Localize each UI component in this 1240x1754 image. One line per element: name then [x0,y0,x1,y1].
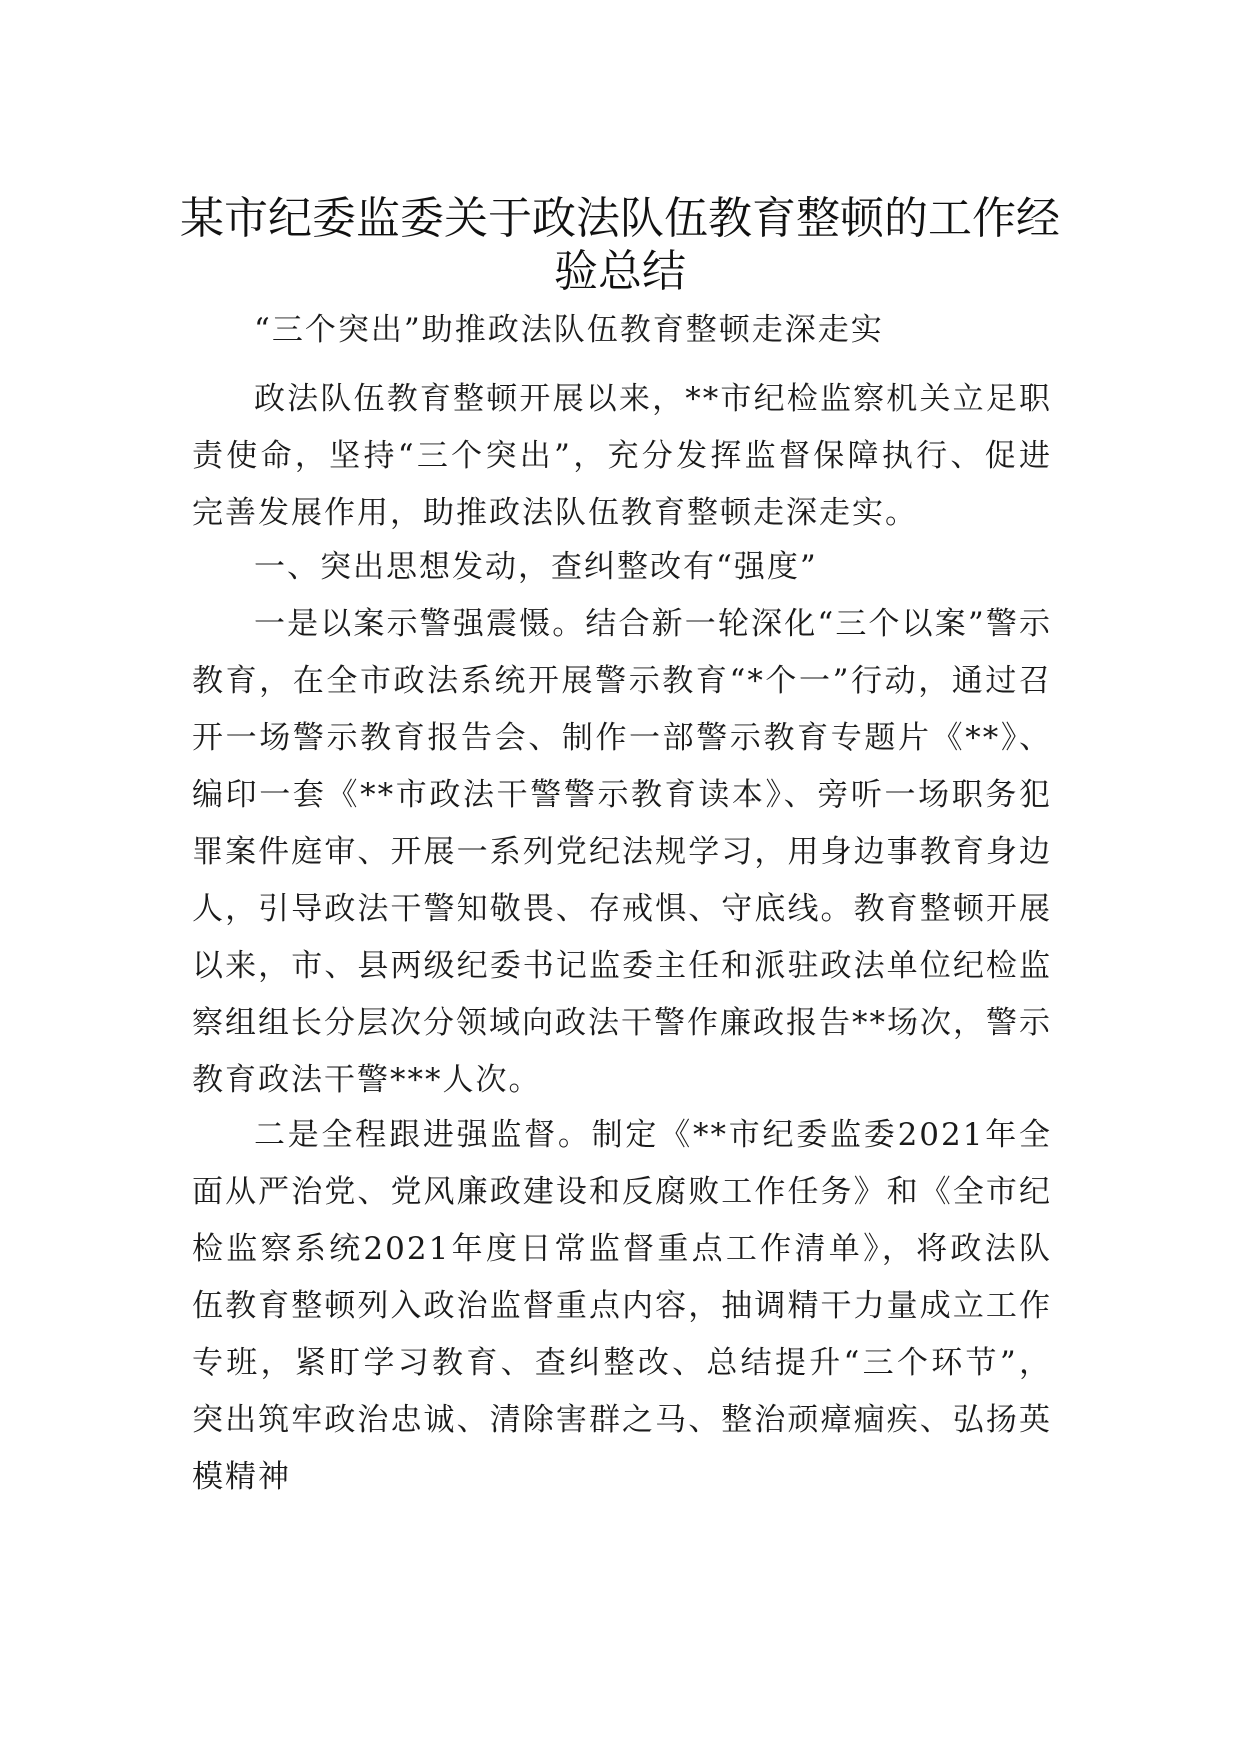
document-subtitle: “三个突出”助推政法队伍教育整顿走深走实 [254,312,884,348]
section-heading: 一、突出思想发动，查纠整改有“强度” [254,549,818,585]
body-paragraph: 一是以案示警强震慑。结合新一轮深化“三个以案”警示教育，在全市政法系统开展警示教育“*个一”行动，通过召开一场警示教育报告会、制作一部警示教育专题片《**》、编印一套《**市政法干警警示教育读本》、旁听一场职务犯罪案件庭审、开展一系列党纪法规学习，用身边事教育身边人，引导政法干警知敬畏、存戒惧、守底线。教育整顿开展以来，市、县两级纪委书记监委主任和派驻政法单位纪检监察组组长分层次分领域向政法干警作廉政报告**场次，警示教育政法干警***人次。 [192,606,1052,1098]
intro-paragraph: 政法队伍教育整顿开展以来，**市纪检监察机关立足职责使命，坚持“三个突出”，充分发挥监督保障执行、促进完善发展作用，助推政法队伍教育整顿走深走实。 [192,381,1052,531]
body-paragraph: 二是全程跟进强监督。制定《**市纪委监委2021年全面从严治党、党风廉政建设和反腐败工作任务》和《全市纪检监察系统2021年度日常监督重点工作清单》，将政法队伍教育整顿列入政治监督重点内容，抽调精干力量成立工作专班，紧盯学习教育、查纠整改、总结提升“三个环节”，突出筑牢政治忠诚、清除害群之马、整治顽瘴痼疾、弘扬英模精神 [192,1117,1052,1495]
document-title: 某市纪委监委关于政法队伍教育整顿的工作经验总结 [180,193,1060,297]
